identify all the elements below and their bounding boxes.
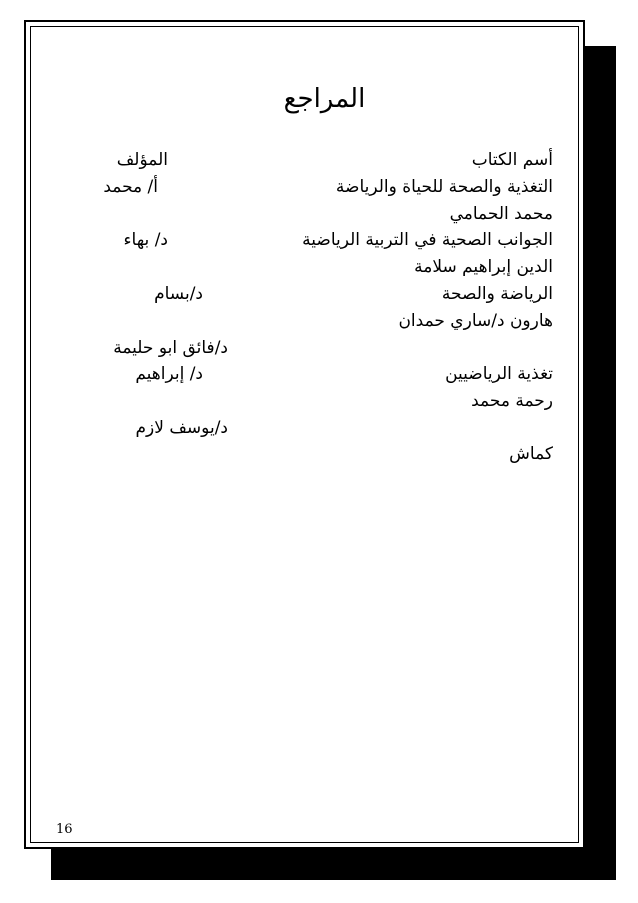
column-header-book: أسم الكتاب xyxy=(471,150,553,170)
reference-book-line: الجوانب الصحية في التربية الرياضية xyxy=(302,230,553,250)
page-number: 16 xyxy=(56,822,73,837)
reference-author-line: د/ بهاء xyxy=(123,230,168,250)
reference-author-line: كماش xyxy=(509,444,553,464)
page-border xyxy=(30,26,579,843)
reference-author-line: أ/ محمد xyxy=(103,177,158,197)
reference-author-line: د/فائق ابو حليمة xyxy=(113,338,228,358)
reference-book-line: الدين إبراهيم سلامة xyxy=(414,257,553,277)
column-header-author: المؤلف xyxy=(116,150,168,170)
reference-author-line: د/يوسف لازم xyxy=(135,418,228,438)
reference-author-line: د/ إبراهيم xyxy=(135,364,203,384)
reference-book-line: الرياضة والصحة xyxy=(441,284,553,304)
reference-author-line: د/بسام xyxy=(154,284,203,304)
page-title: المراجع xyxy=(283,84,366,114)
reference-book-line: التغذية والصحة للحياة والرياضة xyxy=(335,177,553,197)
document-page xyxy=(24,20,585,849)
reference-book-line: تغذية الرياضيين xyxy=(445,364,553,384)
reference-book-line: رحمة محمد xyxy=(471,391,553,411)
reference-book-line: هارون د/ساري حمدان xyxy=(398,311,553,331)
reference-book-line: محمد الحمامي xyxy=(449,204,553,224)
